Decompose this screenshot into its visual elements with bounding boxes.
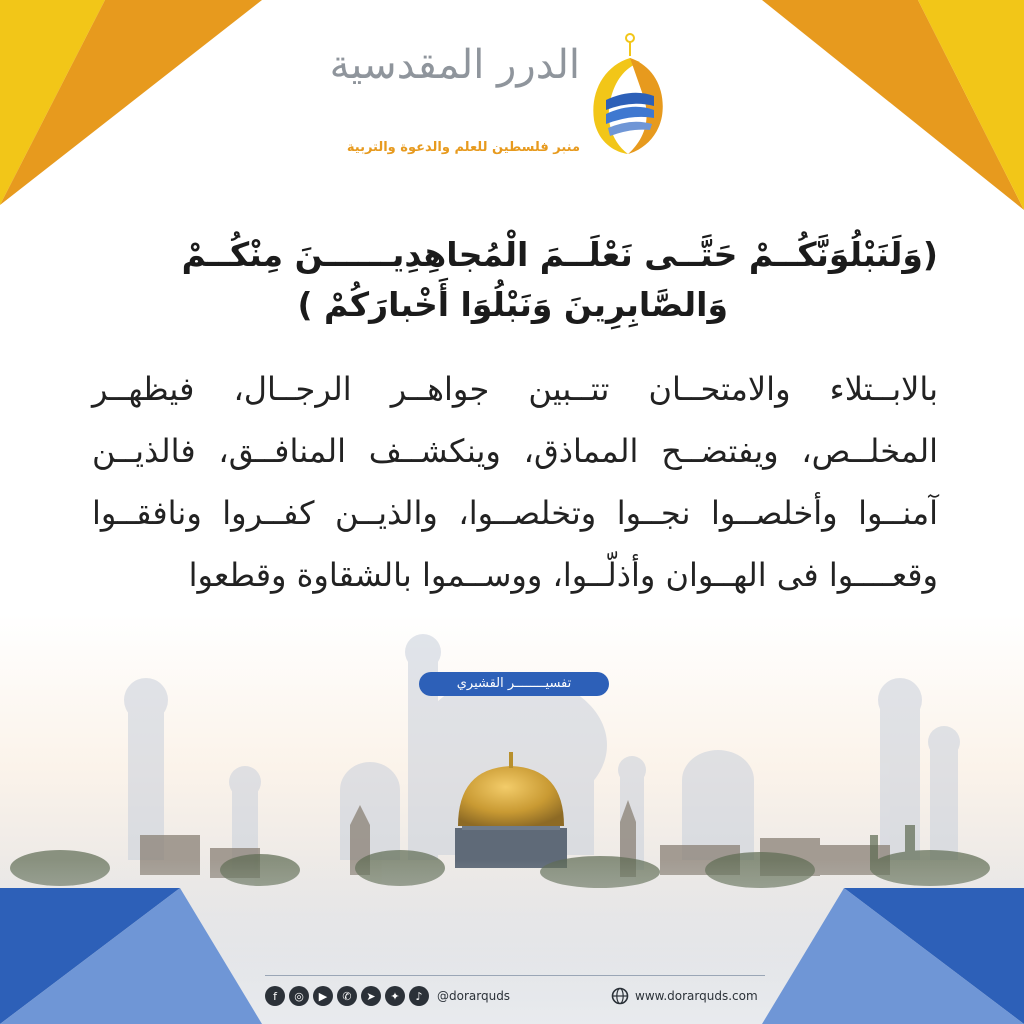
social-handle[interactable]: @dorarquds <box>437 989 511 1003</box>
brand-tagline: منبر فلسطين للعلم والدعوة والتربية <box>346 140 580 155</box>
website-url[interactable]: www.dorarquds.com <box>635 989 758 1003</box>
social-links <box>265 983 510 1009</box>
instagram-icon[interactable]: ◎ <box>289 986 309 1006</box>
whatsapp-icon[interactable]: ✆ <box>337 986 357 1006</box>
verse-line-2: وَالصَّابِرِينَ وَنَبْلُوَا أَخْبارَكُمْ ) <box>297 285 728 324</box>
twitter-icon[interactable]: ✦ <box>385 986 405 1006</box>
youtube-icon[interactable]: ▶ <box>313 986 333 1006</box>
footer-divider <box>265 975 765 976</box>
quran-verse <box>86 230 938 330</box>
globe-icon <box>611 987 629 1005</box>
tiktok-icon[interactable]: ♪ <box>409 986 429 1006</box>
brand-logo <box>329 30 670 160</box>
tafsir-text: بالابــتلاء والامتحــان تتــبين جواهــر الرجــال، فيظهــر المخلــص، ويفتضــح المماذق، وينكشــف المنافــق، فالذيــن آمنــوا وأخلصــوا نجــوا وتخلصــوا، والذيــن كفــروا ونافقــوا وقعــــوا فى الهــوان وأذلّــوا، ووســموا بالشقاوة وقطعوا <box>92 370 938 594</box>
crescent-dome-icon <box>584 30 670 160</box>
telegram-icon[interactable]: ➤ <box>361 986 381 1006</box>
website-link[interactable] <box>611 983 758 1009</box>
facebook-icon[interactable]: f <box>265 986 285 1006</box>
verse-line-1: (وَلَنَبْلُوَنَّكُــمْ حَتَّــى نَعْلَــمَ الْمُجاهِدِيــــــنَ مِنْكُــمْ <box>181 235 938 274</box>
brand-name: الدرر المقدسية <box>329 42 580 88</box>
source-badge: تفسيــــــــر القشيري <box>419 672 609 696</box>
